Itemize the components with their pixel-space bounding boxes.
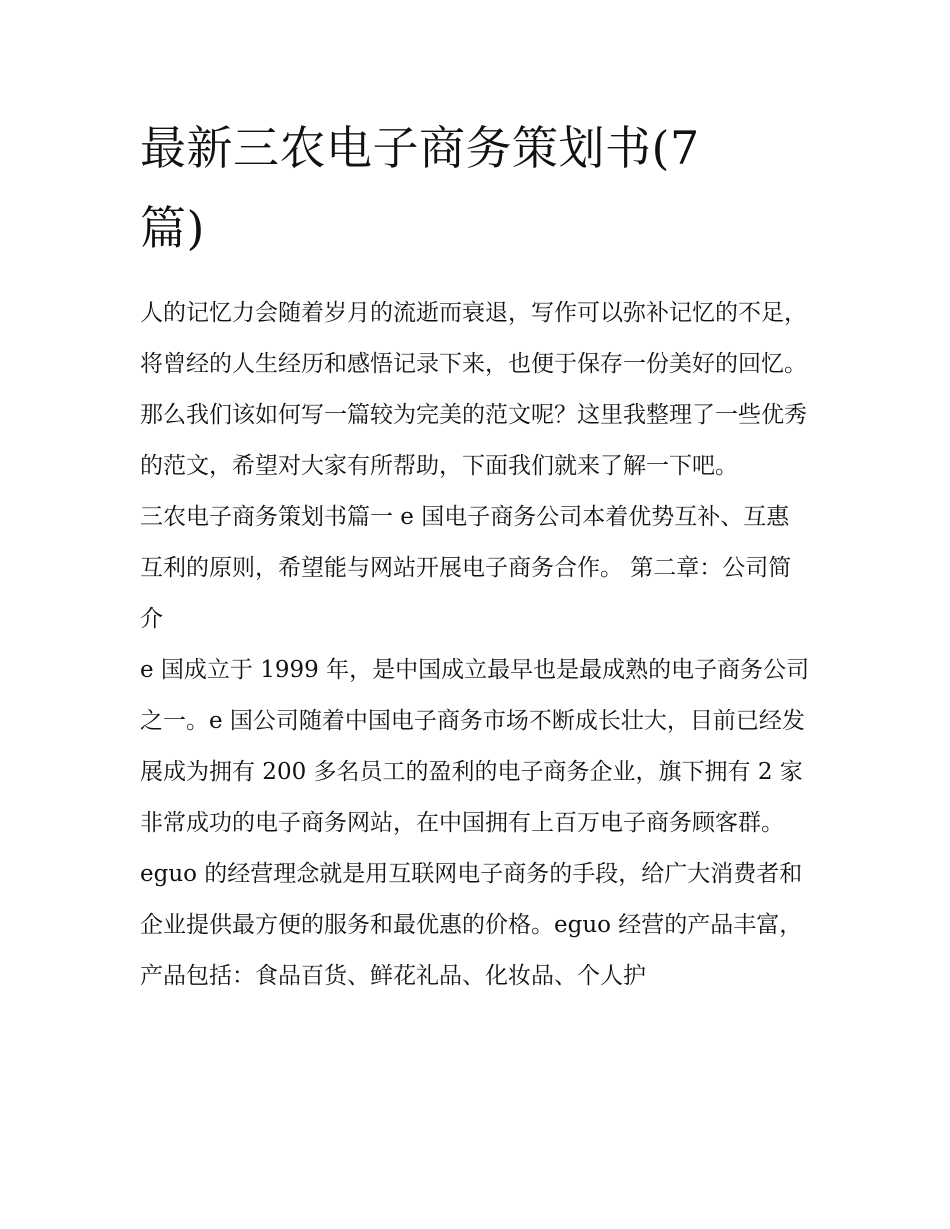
paragraph-intro: 人的记忆力会随着岁月的流逝而衰退，写作可以弥补记忆的不足，将曾经的人生经历和感悟记录下来，也便于保存一份美好的回忆。那么我们该如何写一篇较为完美的范文呢？这里我整理了一些优秀的范文，希望对大家有所帮助，下面我们就来了解一下吧。 <box>140 300 807 479</box>
paragraph-eguo-philosophy: eguo 的经营理念就是用互联网电子商务的手段，给广大消费者和企业提供最方便的服务和最优惠的价格。eguo 经营的产品丰富，产品包括：食品百货、鲜花礼品、化妆品、个人护 <box>140 861 803 989</box>
document-body <box>140 288 812 1002</box>
paragraph-company-profile: e 国成立于 1999 年，是中国成立最早也是最成熟的电子商务公司之一。e 国公司随着中国电子商务市场不断成长壮大，目前已经发展成为拥有 200 多名员工的盈利的电子商务企业，旗下拥有 2 家非常成功的电子商务网站，在中国拥有上百万电子商务顾客群。 <box>140 657 810 836</box>
document-page <box>140 108 812 1002</box>
paragraph-section-one: 三农电子商务策划书篇一 e 国电子商务公司本着优势互补、互惠互利的原则，希望能与网站开展电子商务合作。 第二章：公司简介 <box>140 504 792 632</box>
document-title: 最新三农电子商务策划书(7篇) <box>140 121 700 255</box>
